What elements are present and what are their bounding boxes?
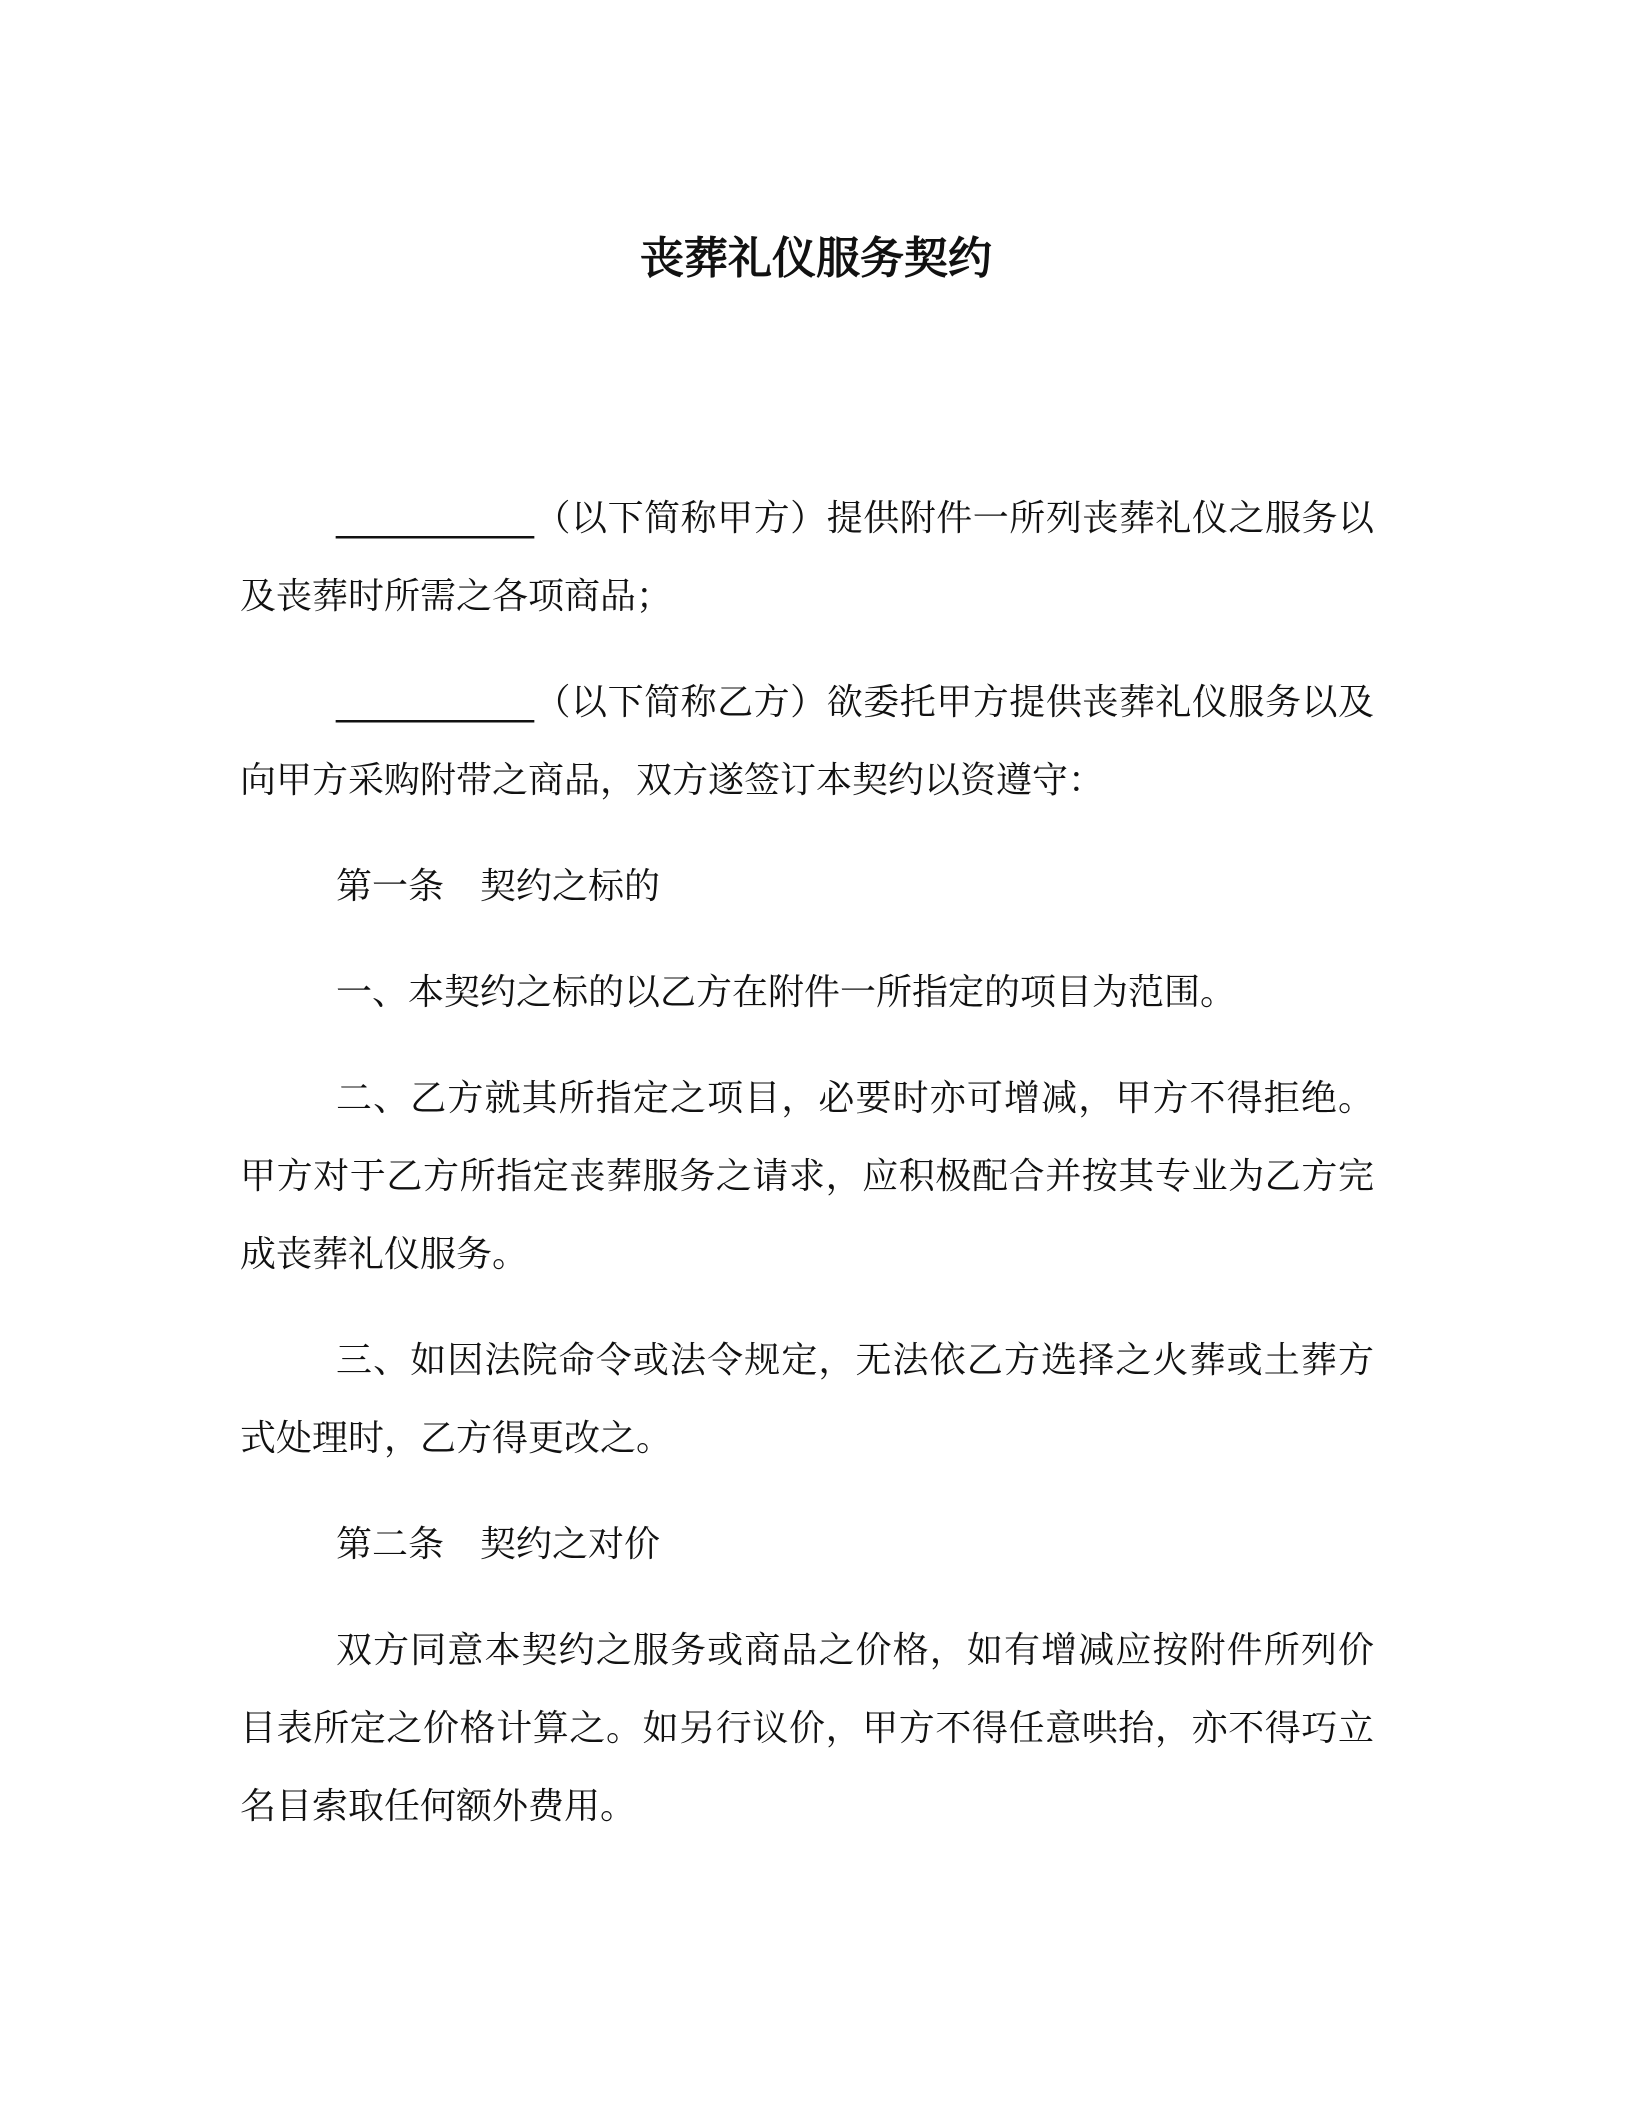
document-body xyxy=(240,480,1374,1874)
article-2-heading: 第二条 契约之对价 xyxy=(336,1524,661,1565)
document-title: 丧葬礼仪服务契约 xyxy=(640,233,992,284)
article-1-heading: 第一条 契约之标的 xyxy=(336,866,661,907)
article-1-item-2: 二、乙方就其所指定之项目，必要时亦可增减，甲方不得拒绝。甲方对于乙方所指定丧葬服务之请求，应积极配合并按其专业为乙方完成丧葬礼仪服务。 xyxy=(240,1078,1374,1275)
article-1-item-1: 一、本契约之标的以乙方在附件一所指定的项目为范围。 xyxy=(336,972,1237,1013)
article-2-body: 双方同意本契约之服务或商品之价格，如有增减应按附件所列价目表所定之价格计算之。如另行议价，甲方不得任意哄抬，亦不得巧立名目索取任何额外费用。 xyxy=(240,1630,1374,1827)
paragraph-party-b: ___________（以下简称乙方）欲委托甲方提供丧葬礼仪服务以及向甲方采购附带之商品，双方遂签订本契约以资遵守： xyxy=(240,682,1374,801)
article-1-item-3: 三、如因法院命令或法令规定，无法依乙方选择之火葬或土葬方式处理时，乙方得更改之。 xyxy=(240,1340,1374,1459)
paragraph-party-a: ___________（以下简称甲方）提供附件一所列丧葬礼仪之服务以及丧葬时所需之各项商品； xyxy=(240,498,1374,617)
